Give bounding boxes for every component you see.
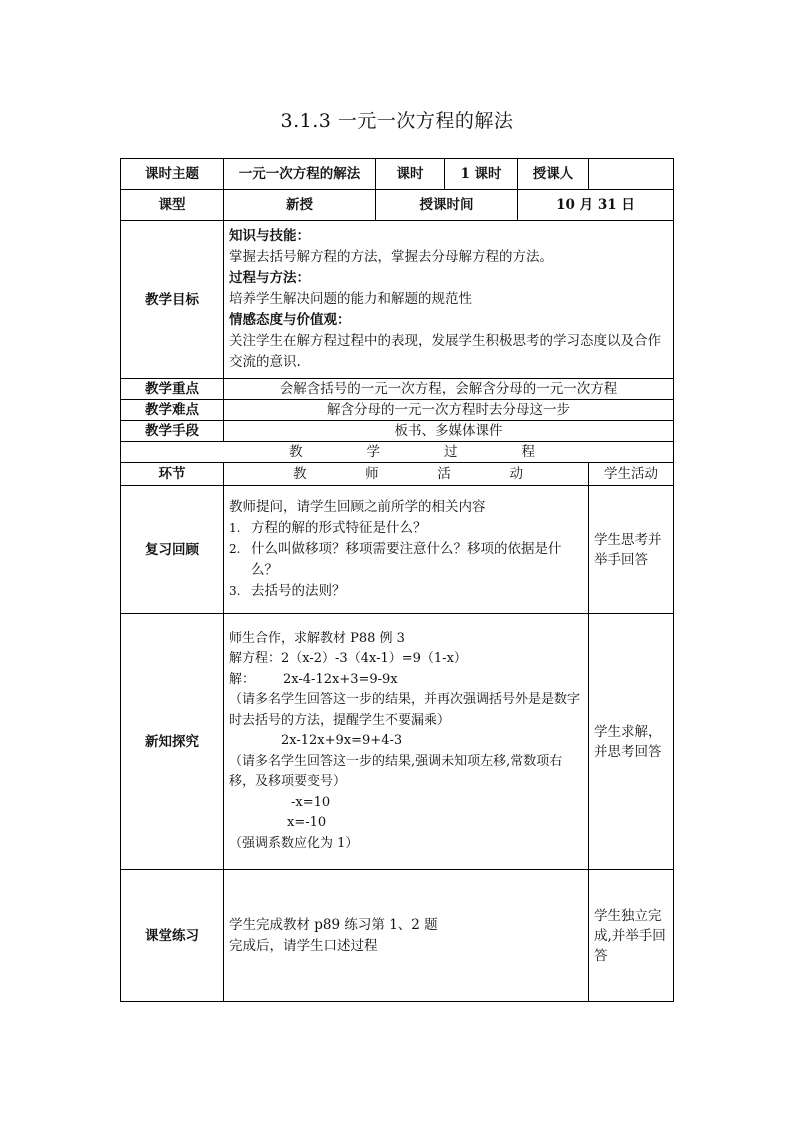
means-text: 板书、多媒体课件 <box>224 421 674 442</box>
header-row-1 <box>121 159 674 190</box>
explore-stage: 新知探究 <box>121 614 224 870</box>
explore-step: x=-10 <box>287 815 327 831</box>
page-title: 3.1.3 一元一次方程的解法 <box>280 110 514 132</box>
practice-line: 完成后，请学生口述过程 <box>229 937 378 954</box>
time-label: 授课时间 <box>376 190 518 221</box>
attitude-heading: 情感态度与价值观： <box>229 312 351 328</box>
time-value: 10 月 31 日 <box>518 190 674 221</box>
review-stage: 复习回顾 <box>121 486 224 614</box>
period-value: 1 课时 <box>445 159 518 190</box>
teacher-column-header <box>224 463 589 486</box>
practice-stage: 课堂练习 <box>121 870 224 1002</box>
process-header-char: 教 <box>289 444 303 460</box>
explore-student-activity: 学生求解，并思考回答 <box>589 614 674 870</box>
explore-note: （请多名学生回答这一步的结果，并再次强调括号外是是数字时去括号的方法，提醒学生不要漏乘） <box>229 692 581 728</box>
teacher-label: 授课人 <box>518 159 589 190</box>
practice-row <box>121 870 674 1002</box>
teacher-header-char: 教 <box>293 466 307 482</box>
review-question: 3. 去括号的法则？ <box>229 583 346 599</box>
focus-row <box>121 379 674 400</box>
teacher-header-char: 师 <box>365 466 379 482</box>
teacher-header-char: 动 <box>509 466 523 482</box>
focus-label: 教学重点 <box>121 379 224 400</box>
difficulty-label: 教学难点 <box>121 400 224 421</box>
review-question: 2. 什么叫做移项？移项需要注意什么？移项的依据是什么？ <box>229 541 562 578</box>
process-header-char: 过 <box>444 444 458 460</box>
practice-teacher-activity <box>224 870 589 1002</box>
practice-student-activity: 学生独立完成,并举手回答 <box>589 870 674 1002</box>
explore-step: -x=10 <box>291 794 331 810</box>
process-header-char: 学 <box>366 444 380 460</box>
process-text: 培养学生解决问题的能力和解题的规范性 <box>229 291 472 307</box>
explore-line: 师生合作，求解教材 P88 例 3 <box>229 630 405 646</box>
student-column-header: 学生活动 <box>589 463 674 486</box>
difficulty-row <box>121 400 674 421</box>
period-label: 课时 <box>376 159 445 190</box>
type-label: 课型 <box>121 190 224 221</box>
attitude-text: 关注学生在解方程过程中的表现，发展学生积极思考的学习态度以及合作交流的意识. <box>229 333 661 370</box>
stage-column-header: 环节 <box>121 463 224 486</box>
explore-note: （强调系数应化为 1） <box>229 835 359 851</box>
process-header-row <box>121 442 674 463</box>
goals-label: 教学目标 <box>121 221 224 379</box>
explore-note: （请多名学生回答这一步的结果,强调未知项左移,常数项右移，及移项要变号） <box>229 753 563 790</box>
lesson-plan-table <box>120 158 674 1002</box>
explore-step: 解： 2x-4-12x+3=9-9x <box>229 671 398 687</box>
focus-text: 会解含括号的一元一次方程，会解含分母的一元一次方程 <box>224 379 674 400</box>
header-row-2 <box>121 190 674 221</box>
review-intro: 教师提问，请学生回顾之前所学的相关内容 <box>229 499 486 515</box>
goals-row <box>121 221 674 379</box>
process-header-char: 程 <box>521 444 535 460</box>
goals-content <box>224 221 674 379</box>
explore-teacher-activity <box>224 614 589 870</box>
topic-label: 课时主题 <box>121 159 224 190</box>
review-question-list <box>229 518 583 602</box>
knowledge-heading: 知识与技能： <box>229 228 310 244</box>
means-row <box>121 421 674 442</box>
process-heading: 过程与方法： <box>229 270 310 286</box>
review-row <box>121 486 674 614</box>
review-teacher-activity <box>224 486 589 614</box>
teacher-header-char: 活 <box>437 466 451 482</box>
teacher-value <box>589 159 674 190</box>
review-question: 1. 方程的解的形式特征是什么？ <box>229 520 427 536</box>
review-student-activity: 学生思考并举手回答 <box>589 486 674 614</box>
knowledge-text: 掌握去括号解方程的方法，掌握去分母解方程的方法。 <box>229 249 553 265</box>
difficulty-text: 解含分母的一元一次方程时去分母这一步 <box>224 400 674 421</box>
type-value: 新授 <box>224 190 376 221</box>
explore-step: 2x-12x+9x=9+4-3 <box>281 733 403 749</box>
process-header <box>121 442 674 463</box>
explore-row <box>121 614 674 870</box>
means-label: 教学手段 <box>121 421 224 442</box>
practice-line: 学生完成教材 p89 练习第 1、2 题 <box>229 916 438 933</box>
explore-equation: 解方程：2（x-2）-3（4x-1）=9（1-x） <box>229 651 467 667</box>
topic-value: 一元一次方程的解法 <box>224 159 376 190</box>
column-header-row <box>121 463 674 486</box>
